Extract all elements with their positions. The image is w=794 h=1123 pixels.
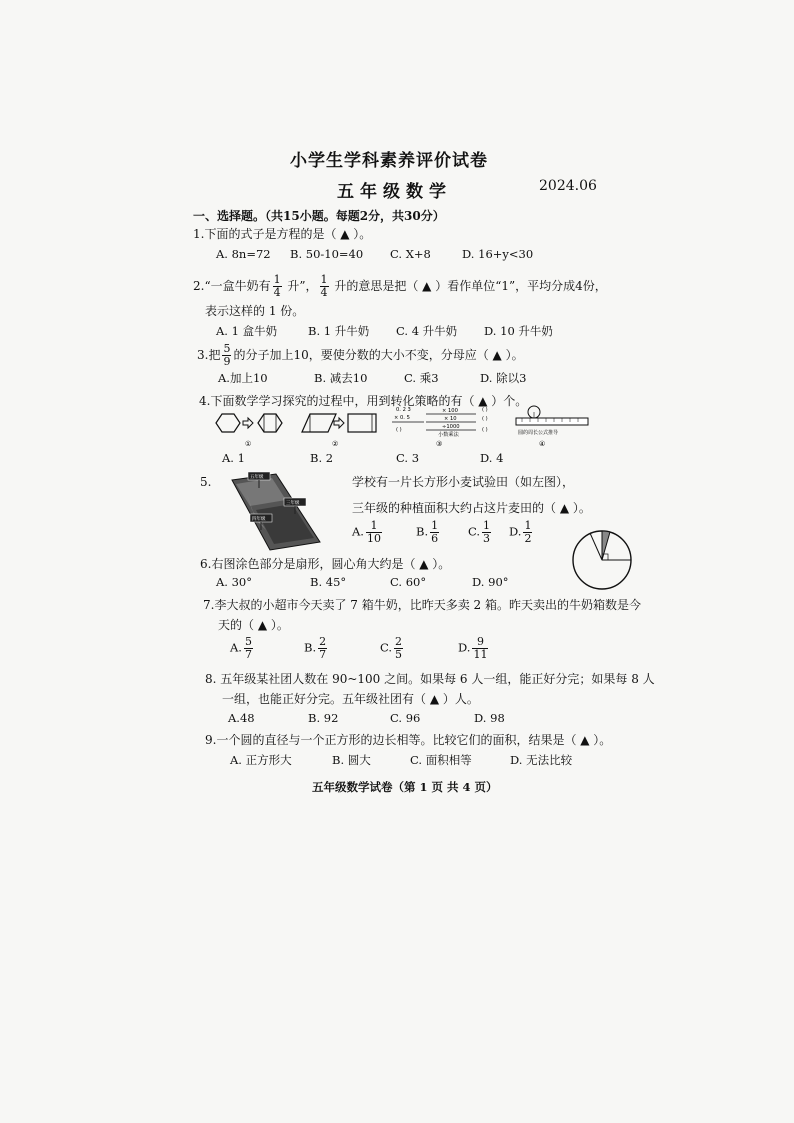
fraction-denominator: 10 bbox=[366, 532, 381, 545]
question-8-line1: 8. 五年级某社团人数在 90~100 之间。如果每 6 人一组，能正好分完；如果每 8 人 bbox=[205, 672, 655, 686]
question-2-option-c: C. 4 升牛奶 bbox=[396, 324, 458, 338]
sign-grade-3: 三年级 bbox=[286, 501, 300, 506]
question-5-line2: 三年级的种植面积大约占这片麦田的（ ▲ ）。 bbox=[352, 501, 591, 515]
fraction-numerator: 1 bbox=[431, 519, 439, 532]
question-7-line2: 天的（ ▲ ）。 bbox=[218, 618, 289, 632]
fraction-denominator: 3 bbox=[483, 532, 491, 545]
fraction-denominator: 7 bbox=[319, 648, 327, 661]
question-6-option-d: D. 90° bbox=[472, 575, 509, 589]
fraction-numerator: 1 bbox=[524, 519, 532, 532]
question-2-option-d: D. 10 升牛奶 bbox=[484, 324, 553, 338]
sign-grade-5: 五年级 bbox=[250, 475, 264, 480]
figure-4-circle-ruler-icon bbox=[516, 406, 588, 448]
figure-3-label: ③ bbox=[436, 440, 443, 448]
option-label: C. bbox=[468, 524, 481, 539]
option-fraction bbox=[523, 520, 532, 545]
option-label: A. bbox=[352, 524, 364, 539]
option-fraction bbox=[318, 636, 327, 661]
question-3-option-b: B. 减去10 bbox=[314, 371, 368, 385]
question-7-line1: 7.李大叔的小超市今天卖了 7 箱牛奶，比昨天多卖 2 箱。昨天卖出的牛奶箱数是今 bbox=[203, 598, 641, 612]
option-fraction bbox=[430, 520, 439, 545]
question-2-text bbox=[193, 274, 607, 299]
option-label: C. bbox=[380, 640, 393, 655]
figure-2-parallelogram-icon bbox=[302, 414, 376, 448]
question-5-option-b bbox=[416, 520, 441, 545]
question-6-option-a: A. 30° bbox=[216, 575, 252, 589]
fraction-numerator: 2 bbox=[319, 635, 327, 648]
option-label: B. bbox=[304, 640, 317, 655]
question-6-text: 6.右图涂色部分是扇形，圆心角大约是（ ▲ ）。 bbox=[200, 557, 451, 571]
fraction-denominator: 4 bbox=[320, 286, 328, 299]
fraction-numerator: 2 bbox=[395, 635, 403, 648]
question-3-fraction bbox=[222, 343, 231, 368]
question-9-option-c: C. 面积相等 bbox=[410, 753, 472, 767]
question-4-figures bbox=[212, 404, 592, 454]
question-6-circle-sector-icon bbox=[570, 528, 634, 592]
exam-title: 小学生学科素养评价试卷 bbox=[290, 151, 488, 171]
question-3-option-c: C. 乘3 bbox=[404, 371, 439, 385]
question-5-option-d bbox=[509, 520, 534, 545]
question-1-option-b: B. 50-10=40 bbox=[290, 247, 364, 261]
option-label: D. bbox=[458, 640, 471, 655]
figure-1-hexagon-icon bbox=[216, 414, 282, 448]
question-3-part1: 3.把 bbox=[197, 348, 221, 362]
question-8-option-c: C. 96 bbox=[390, 711, 421, 725]
figure-4-caption: 圆的周长公式推导 bbox=[518, 430, 559, 436]
fig3-number: ( ) bbox=[482, 416, 488, 422]
fig3-number: × 10 bbox=[444, 416, 457, 422]
fraction-denominator: 5 bbox=[395, 648, 403, 661]
fig3-caption: 小数乘法 bbox=[438, 432, 459, 438]
question-5-option-c bbox=[468, 520, 493, 545]
fig3-number: × 0. 5 bbox=[394, 415, 410, 421]
question-5-option-a bbox=[352, 520, 384, 545]
option-fraction bbox=[244, 636, 253, 661]
question-6-option-b: B. 45° bbox=[310, 575, 347, 589]
fraction-denominator: 2 bbox=[524, 532, 532, 545]
question-7-option-b bbox=[304, 636, 329, 661]
fig3-number: ÷1000 bbox=[442, 424, 460, 430]
question-3-option-a: A.加上10 bbox=[218, 371, 268, 385]
option-fraction bbox=[366, 520, 382, 545]
fraction-numerator: 1 bbox=[366, 520, 382, 533]
fig3-number: ( ) bbox=[482, 427, 488, 433]
exam-subtitle: 五年级数学 bbox=[337, 182, 452, 202]
option-label: A. bbox=[230, 640, 242, 655]
fraction-numerator: 1 bbox=[320, 273, 328, 286]
question-4-text: 4.下面数学学习探究的过程中，用到转化策略的有（ ▲ ）个。 bbox=[199, 394, 528, 408]
question-4-option-d: D. 4 bbox=[480, 451, 504, 465]
fraction-numerator: 9 bbox=[472, 636, 488, 649]
question-8-line2: 一组，也能正好分完。五年级社团有（ ▲ ）人。 bbox=[222, 692, 479, 706]
question-2-fraction-a bbox=[273, 274, 282, 299]
question-4-option-c: C. 3 bbox=[396, 451, 420, 465]
question-4-option-b: B. 2 bbox=[310, 451, 334, 465]
fraction-numerator: 5 bbox=[223, 342, 231, 355]
figure-2-label: ② bbox=[332, 440, 339, 448]
question-5-line1: 学校有一片长方形小麦试验田（如左图）， bbox=[352, 475, 575, 489]
question-9-option-b: B. 圆大 bbox=[332, 753, 371, 767]
question-2-line2: 表示这样的 1 份。 bbox=[205, 304, 305, 318]
question-1-option-d: D. 16+y<30 bbox=[462, 247, 534, 261]
fig3-number: ( ) bbox=[482, 407, 488, 413]
question-1-text: 1.下面的式子是方程的是（ ▲ ）。 bbox=[193, 227, 372, 241]
question-2-option-b: B. 1 升牛奶 bbox=[308, 324, 370, 338]
question-5-number: 5. bbox=[200, 475, 212, 489]
question-6-option-c: C. 60° bbox=[390, 575, 427, 589]
question-9-option-d: D. 无法比较 bbox=[510, 753, 573, 767]
question-3-text bbox=[197, 343, 524, 368]
question-2-part1: 2.“一盒牛奶有 bbox=[193, 279, 271, 293]
fraction-denominator: 4 bbox=[273, 286, 281, 299]
fraction-denominator: 6 bbox=[431, 532, 439, 545]
figure-1-label: ① bbox=[245, 440, 252, 448]
question-4-option-a: A. 1 bbox=[222, 451, 245, 465]
question-2-option-a: A. 1 盒牛奶 bbox=[216, 324, 278, 338]
question-9-option-a: A. 正方形大 bbox=[230, 753, 292, 767]
question-8-option-b: B. 92 bbox=[308, 711, 339, 725]
exam-date: 2024.06 bbox=[539, 178, 597, 194]
option-label: B. bbox=[416, 524, 429, 539]
fraction-numerator: 1 bbox=[273, 273, 281, 286]
option-label: D. bbox=[509, 524, 522, 539]
question-8-option-d: D. 98 bbox=[474, 711, 505, 725]
option-fraction bbox=[394, 636, 403, 661]
option-fraction bbox=[472, 636, 488, 661]
fraction-denominator: 7 bbox=[244, 648, 252, 661]
fig3-number: 0. 2 3 bbox=[396, 407, 411, 413]
figure-4-label: ④ bbox=[539, 440, 546, 448]
question-5-wheat-field-image bbox=[226, 470, 322, 552]
figure-3-decimal-multiplication bbox=[392, 407, 488, 448]
question-1-option-a: A. 8n=72 bbox=[216, 247, 271, 261]
fraction-numerator: 1 bbox=[483, 519, 491, 532]
question-1-option-c: C. X+8 bbox=[390, 247, 431, 261]
fraction-numerator: 5 bbox=[244, 635, 252, 648]
question-3-option-d: D. 除以3 bbox=[480, 371, 527, 385]
fraction-denominator: 9 bbox=[223, 355, 231, 368]
section-heading: 一、选择题。（共15小题。每题2分，共30分） bbox=[193, 209, 445, 223]
fig3-number: × 100 bbox=[442, 408, 458, 414]
question-2-fraction-b bbox=[320, 274, 329, 299]
question-9-text: 9.一个圆的直径与一个正方形的边长相等。比较它们的面积，结果是（ ▲ ）。 bbox=[205, 733, 612, 747]
option-fraction bbox=[482, 520, 491, 545]
question-2-part3: 升的意思是把（ ▲ ）看作单位“1”，平均分成4份， bbox=[330, 279, 607, 293]
question-8-option-a: A.48 bbox=[228, 711, 255, 725]
question-7-option-a bbox=[230, 636, 255, 661]
fraction-denominator: 11 bbox=[473, 648, 488, 661]
fig3-number: ( ) bbox=[396, 427, 402, 433]
page-footer: 五年级数学试卷（第 1 页 共 4 页） bbox=[312, 780, 498, 794]
question-7-option-c bbox=[380, 636, 405, 661]
sign-grade-4: 四年级 bbox=[252, 517, 266, 522]
question-2-part2: 升”， bbox=[283, 279, 318, 293]
question-7-option-d bbox=[458, 636, 490, 661]
question-3-part2: 的分子加上10，要使分数的大小不变，分母应（ ▲ ）。 bbox=[233, 348, 524, 362]
